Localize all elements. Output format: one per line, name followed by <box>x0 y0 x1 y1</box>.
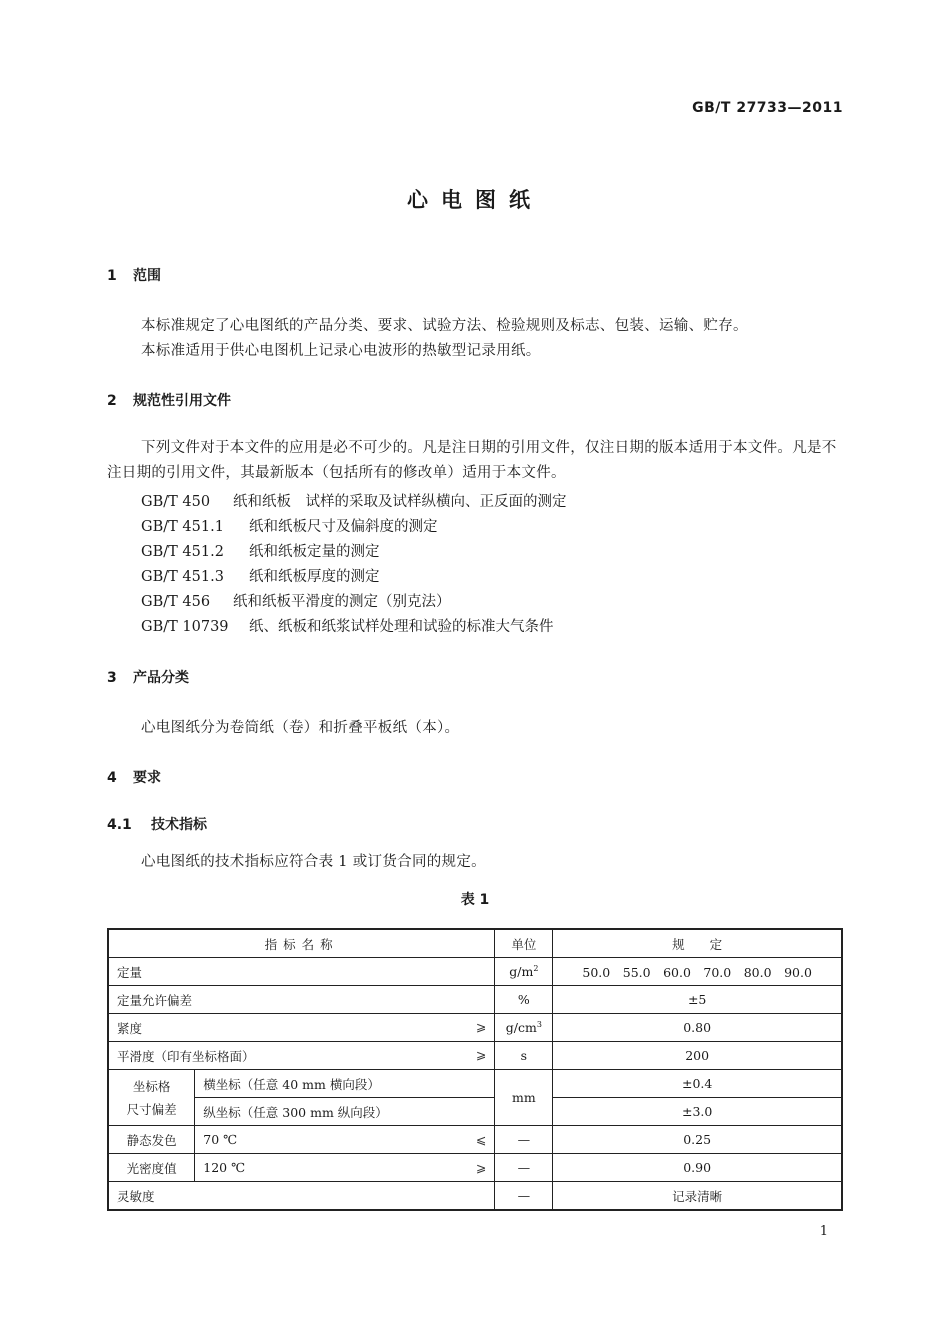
row-group-name <box>108 1070 195 1126</box>
reference-item <box>141 565 380 586</box>
paragraph: 心电图纸的技术指标应符合表 1 或订货合同的规定。 <box>141 854 486 870</box>
reference-title: 纸和纸板定量的测定 <box>249 544 380 560</box>
section-4-heading <box>107 767 161 787</box>
row-value: 记录清晰 <box>553 1182 842 1211</box>
row-unit <box>495 1014 553 1042</box>
reference-code: GB/T 451.3 <box>141 569 224 585</box>
row-value: ±0.4 <box>553 1070 842 1098</box>
less-equal-symbol: ⩽ <box>475 1132 487 1147</box>
table-row <box>108 1042 842 1070</box>
table-row <box>108 1154 842 1182</box>
reference-code: GB/T 10739 <box>141 619 229 635</box>
header-spec: 规 定 <box>553 929 842 958</box>
reference-item <box>141 490 567 511</box>
table-row <box>108 1014 842 1042</box>
reference-item <box>141 515 438 536</box>
page-number: 1 <box>819 1224 828 1239</box>
paragraph: 本标准适用于供心电图机上记录心电波形的热敏型记录用纸。 <box>141 343 541 359</box>
table-row <box>108 1070 842 1098</box>
section-3-heading <box>107 667 189 687</box>
row-value: 0.25 <box>553 1126 842 1154</box>
greater-equal-symbol: ⩾ <box>475 1160 487 1175</box>
reference-code: GB/T 456 <box>141 594 211 610</box>
greater-equal-symbol: ⩾ <box>475 1046 487 1062</box>
section-title: 要求 <box>133 770 161 786</box>
section-2-heading <box>107 390 231 410</box>
greater-equal-symbol: ⩾ <box>475 1018 487 1034</box>
row-value: 0.80 <box>553 1014 842 1042</box>
row-unit: s <box>495 1042 553 1070</box>
row-name: 灵敏度 <box>108 1182 495 1211</box>
table-caption: 表 1 <box>460 892 490 908</box>
row-unit: — <box>495 1182 553 1211</box>
row-name: 紧度 <box>117 1020 143 1036</box>
section-number: 2 <box>107 393 117 409</box>
header-name: 指标名称 <box>108 929 495 958</box>
table-row <box>108 986 842 1014</box>
unit-base: g/m <box>509 964 534 980</box>
row-unit <box>495 958 553 986</box>
reference-title: 纸和纸板尺寸及偏斜度的测定 <box>249 519 438 535</box>
row-unit: — <box>495 1154 553 1182</box>
row-unit: — <box>495 1126 553 1154</box>
reference-code: GB/T 451.2 <box>141 544 224 560</box>
row-name: 平滑度（印有坐标格面） <box>117 1048 255 1064</box>
reference-code: GB/T 450 <box>141 494 211 510</box>
row-value: ±5 <box>553 986 842 1014</box>
table-row <box>108 1126 842 1154</box>
table-row <box>108 1182 842 1211</box>
section-number: 1 <box>107 268 117 284</box>
section-1-heading <box>107 265 161 285</box>
row-group-name-line: 坐标格 <box>132 1078 171 1094</box>
row-condition-cell <box>195 1154 495 1182</box>
section-4-1-heading <box>107 814 207 834</box>
section-title: 技术指标 <box>151 817 207 833</box>
reference-title: 纸和纸板平滑度的测定（别克法） <box>233 594 451 610</box>
header-unit: 单位 <box>495 929 553 958</box>
section-title: 产品分类 <box>133 670 189 686</box>
row-value: 200 <box>553 1042 842 1070</box>
paragraph: 下列文件对于本文件的应用是必不可少的。凡是注日期的引用文件，仅注日期的版本适用于本文件。凡是不注日期的引用文件，其最新版本（包括所有的修改单）适用于本文件。 <box>107 440 837 481</box>
row-name-cell <box>108 1014 495 1042</box>
section-title: 范围 <box>133 268 161 284</box>
reference-code: GB/T 451.1 <box>141 519 224 535</box>
table-row <box>108 1098 842 1126</box>
unit-base: g/cm <box>505 1020 537 1036</box>
row-value: 0.90 <box>553 1154 842 1182</box>
row-name-cell <box>108 1042 495 1070</box>
paragraph: 本标准规定了心电图纸的产品分类、要求、试验方法、检验规则及标志、包装、运输、贮存。 <box>141 318 748 334</box>
row-value: 50.0 55.0 60.0 70.0 80.0 90.0 <box>553 958 842 986</box>
row-name: 定量 <box>108 958 495 986</box>
unit-superscript: 2 <box>533 963 539 973</box>
standard-number: GB/T 27733—2011 <box>692 100 843 116</box>
sub-row-name: 横坐标（任意 40 mm 横向段） <box>195 1070 495 1098</box>
reference-title: 纸和纸板厚度的测定 <box>249 569 380 585</box>
sub-row-name: 纵坐标（任意 300 mm 纵向段） <box>195 1098 495 1126</box>
table-row <box>108 958 842 986</box>
row-name: 光密度值 <box>108 1154 195 1182</box>
row-name: 静态发色 <box>108 1126 195 1154</box>
reference-title: 纸和纸板 试样的采取及试样纵横向、正反面的测定 <box>233 494 567 510</box>
spec-table <box>107 928 843 1211</box>
unit-superscript: 3 <box>536 1019 542 1029</box>
table-header-row <box>108 929 842 958</box>
row-group-name-line: 尺寸偏差 <box>126 1101 177 1117</box>
reference-item <box>141 615 554 636</box>
row-condition: 120 ℃ <box>203 1160 246 1175</box>
reference-item <box>141 590 451 611</box>
row-unit: mm <box>495 1070 553 1126</box>
reference-item <box>141 540 380 561</box>
section-number: 3 <box>107 670 117 686</box>
row-condition-cell <box>195 1126 495 1154</box>
section-number: 4 <box>107 770 117 786</box>
reference-title: 纸、纸板和纸浆试样处理和试验的标准大气条件 <box>249 619 554 635</box>
row-value: ±3.0 <box>553 1098 842 1126</box>
section-number: 4.1 <box>107 817 132 833</box>
row-name: 定量允许偏差 <box>108 986 495 1014</box>
document-title: 心电图纸 <box>407 188 543 212</box>
section-title: 规范性引用文件 <box>133 393 231 409</box>
row-unit: % <box>495 986 553 1014</box>
row-condition: 70 ℃ <box>203 1132 238 1147</box>
paragraph: 心电图纸分为卷筒纸（卷）和折叠平板纸（本）。 <box>141 720 460 736</box>
